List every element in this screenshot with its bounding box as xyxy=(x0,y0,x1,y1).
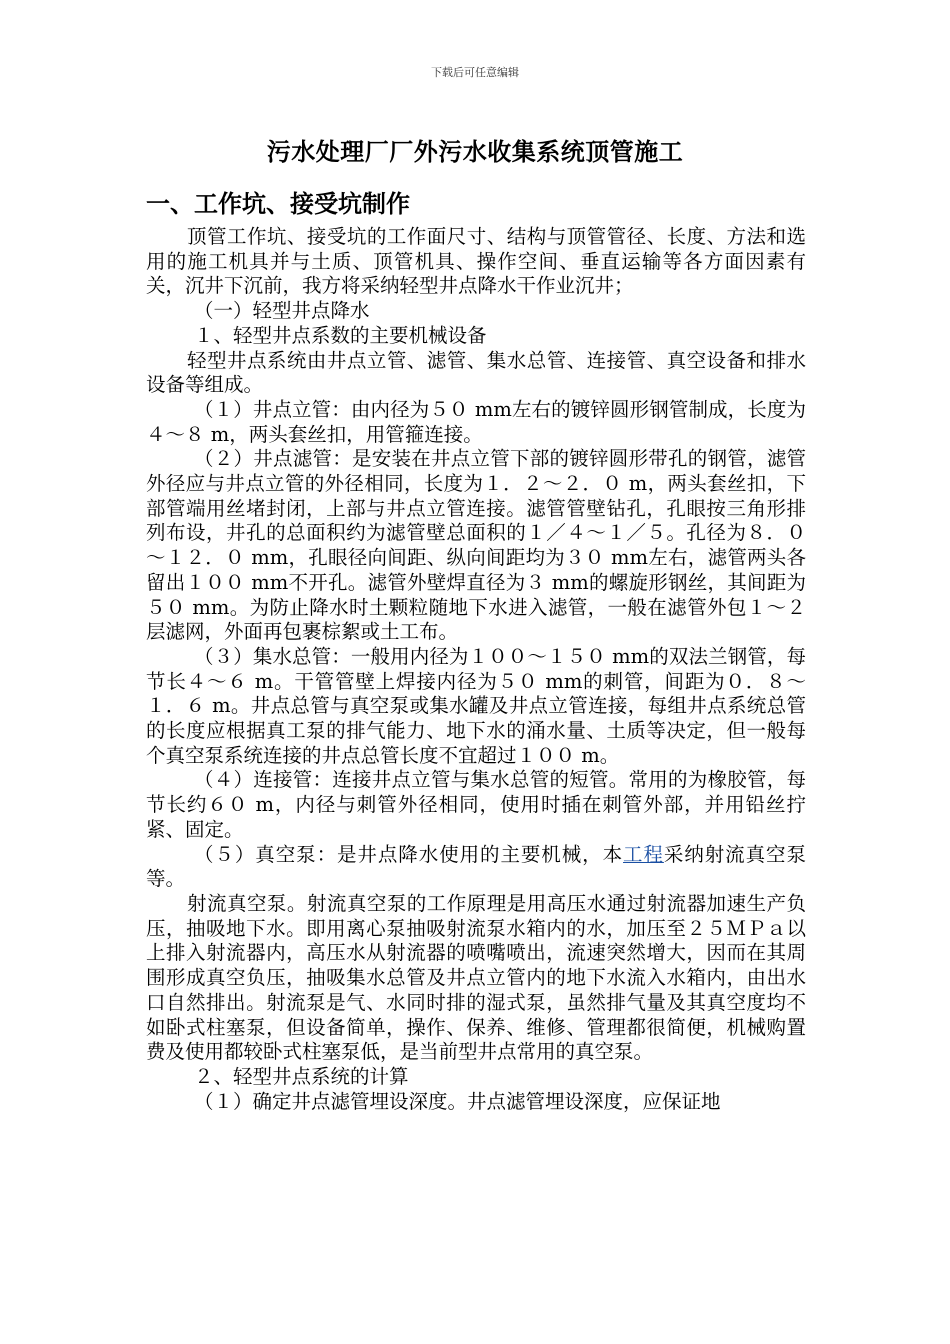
subheading-calculation: ２、轻型井点系统的计算 xyxy=(194,1064,409,1088)
paragraph-header-pipe: （３）集水总管：一般用内径为１００～１５０ mm的双法兰钢管，每节长４～６ m。干管管壁上焊接内径为５０ mm的刺管，间距为０．８～１．６ m。井点总管与真空泵或集水罐及井点立管连接，每组井点系统总管的长度应根据真工泵的排气能力、地下水的涌水量、土质等决定，但一般每个真空泵系统连接的井点总管长度不宜超过１００ m。 xyxy=(146,644,806,767)
vacuum-pump-text-after: 采纳射流真空泵等。 xyxy=(146,842,806,891)
subheading-equipment: １、轻型井点系数的主要机械设备 xyxy=(194,323,487,347)
paragraph-filter-pipe: （２）井点滤管：是安装在井点立管下部的镀锌圆形带孔的钢管，滤管外径应与井点立管的外径相同，长度为１．２～２．０ m，两头套丝扣，下部管端用丝堵封闭，上部与井点立管连接。滤管管壁钻孔，孔眼按三角形排列布设，井孔的总面积约为滤管壁总面积的１／４～１／５。孔径为８．０～１２．０ mm，孔眼径向间距、纵向间距均为３０ mm左右，滤管两头各留出１００ mm不开孔。滤管外壁焊直径为３ mm的螺旋形钢丝，其间距为５０ mm。为防止降水时土颗粒随地下水进入滤管，一般在滤管外包１～２层滤网，外面再包裹棕絮或土工布。 xyxy=(146,447,806,644)
body-text xyxy=(146,225,806,1114)
paragraph-burial-depth: （１）确定井点滤管埋设深度。井点滤管埋设深度，应保证地 xyxy=(194,1089,721,1113)
paragraph-system-components: 轻型井点系统由井点立管、滤管、集水总管、连接管、真空设备和排水设备等组成。 xyxy=(146,348,806,397)
paragraph-connecting-pipe: （４）连接管：连接井点立管与集水总管的短管。常用的为橡胶管，每节长约６０ m，内径与刺管外径相同，使用时插在刺管外部，并用铅丝拧紧、固定。 xyxy=(146,768,806,841)
engineering-link[interactable]: 工程 xyxy=(623,842,664,866)
document-title: 污水处理厂厂外污水收集系统顶管施工 xyxy=(266,137,684,166)
subheading-light-wellpoint: （一）轻型井点降水 xyxy=(194,299,370,323)
paragraph-riser-pipe: （１）井点立管：由内径为５０ mm左右的镀锌圆形钢管制成，长度为４～８ m，两头套丝扣，用管箍连接。 xyxy=(146,397,806,446)
paragraph-intro: 顶管工作坑、接受坑的工作面尺寸、结构与顶管管径、长度、方法和选用的施工机具并与土质、顶管机具、操作空间、垂直运输等各方面因素有关，沉井下沉前，我方将采纳轻型井点降水干作业沉井； xyxy=(146,225,806,298)
vacuum-pump-text-before: （５）真空泵：是井点降水使用的主要机械，本 xyxy=(194,842,624,866)
header-note: 下载后可任意编辑 xyxy=(431,66,519,79)
paragraph-jet-pump: 射流真空泵。射流真空泵的工作原理是用高压水通过射流器加速生产负压，抽吸地下水。即用离心泵抽吸射流泵水箱内的水，加压至２５ＭＰａ以上排入射流器内，高压水从射流器的喷嘴喷出，流速突然增大，因而在其周围形成真空负压，抽吸集水总管及井点立管内的地下水流入水箱内，由出水口自然排出。射流泵是气、水同时排的湿式泵，虽然排气量及其真空度均不如卧式柱塞泵，但设备简单，操作、保养、维修、管理都很简便，机械购置费及使用都较卧式柱塞泵低，是当前型井点常用的真空泵。 xyxy=(146,891,806,1064)
paragraph-vacuum-pump xyxy=(146,843,806,892)
section-heading: 一、工作坑、接受坑制作 xyxy=(146,189,410,218)
